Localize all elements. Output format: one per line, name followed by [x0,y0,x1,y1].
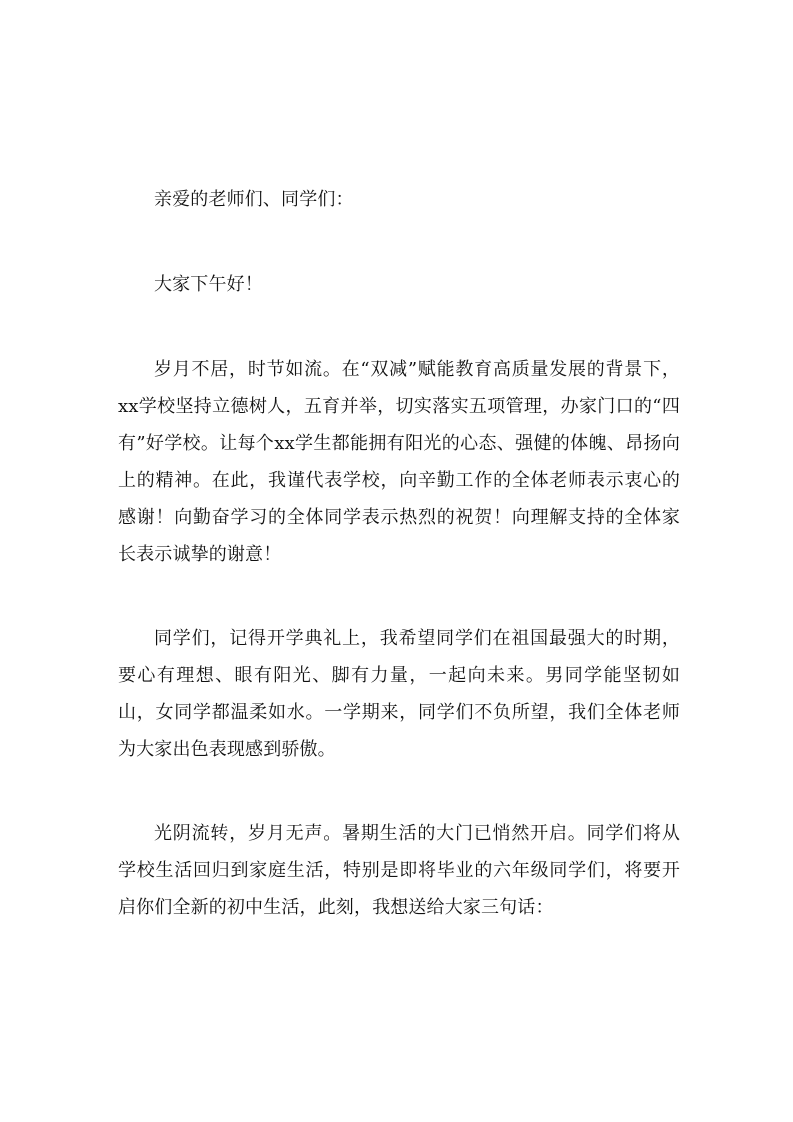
body-paragraph-3: 光阴流转，岁月无声。暑期生活的大门已悄然开启。同学们将从学校生活回归到家庭生活，特别是即将毕业的六年级同学们，将要开启你们全新的初中生活，此刻，我想送给大家三句话： [118,823,680,918]
salutation: 亲爱的老师们、同学们： [154,189,354,210]
body-paragraph-2: 同学们，记得开学典礼上，我希望同学们在祖国最强大的时期，要心有理想、眼有阳光、脚有力量，一起向未来。男同学能坚韧如山，女同学都温柔如水。一学期来，同学们不负所望，我们全体老师为大家出色表现感到骄傲。 [118,628,680,760]
greeting: 大家下午好！ [154,274,263,295]
document-body [118,181,680,926]
body-paragraph-1: 岁月不居，时节如流。在“双减”赋能教育高质量发展的背景下，xx学校坚持立德树人，五育并举，切实落实五项管理，办家门口的“四有”好学校。让每个xx学生都能拥有阳光的心态、强健的体魄、昂扬向上的精神。在此，我谨代表学校，向辛勤工作的全体老师表示衷心的感谢！向勤奋学习的全体同学表示热烈的祝贺！向理解支持的全体家长表示诚挚的谢意！ [118,359,680,565]
